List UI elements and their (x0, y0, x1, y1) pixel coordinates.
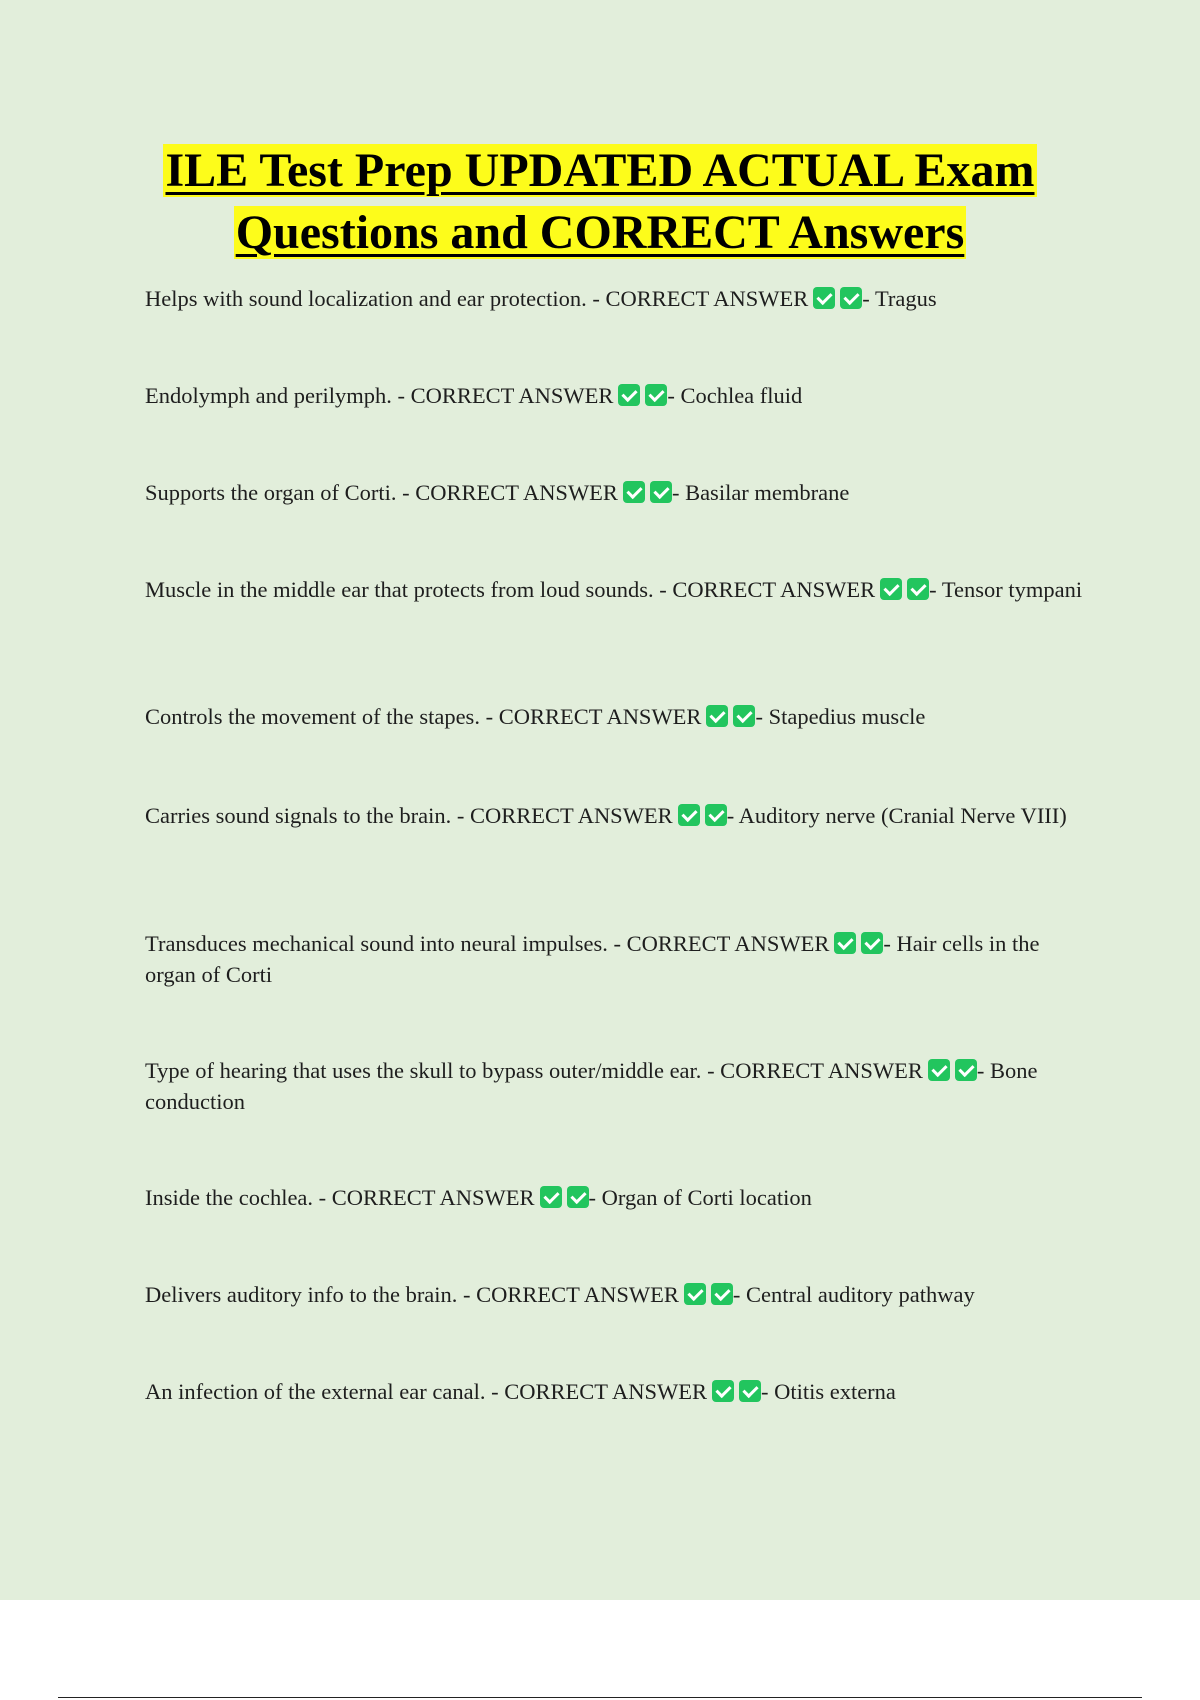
correct-answer-label: - CORRECT ANSWER (391, 383, 614, 408)
answer-dash: - (929, 577, 942, 602)
green-checkbox-icon (678, 804, 700, 826)
question-text: Controls the movement of the stapes. (145, 704, 480, 729)
question-text: Endolymph and perilymph. (145, 383, 392, 408)
answer-dash: - (760, 1379, 775, 1404)
green-checkbox-icon (645, 384, 667, 406)
answer-dash: - (976, 1058, 991, 1083)
green-checkbox-icon (705, 804, 727, 826)
qa-item (145, 283, 1095, 314)
question-text: Inside the cochlea. (145, 1185, 314, 1210)
qa-item (145, 380, 1095, 411)
qa-item (145, 1182, 1095, 1213)
question-text: Supports the organ of Corti. (145, 480, 397, 505)
footer-divider (58, 1697, 1142, 1698)
answer-text: Tragus (874, 286, 937, 311)
document-title (0, 140, 1200, 264)
qa-item (145, 1055, 1095, 1117)
qa-item (145, 1376, 1095, 1407)
qa-item (145, 574, 1095, 605)
question-text: An infection of the external ear canal. (145, 1379, 486, 1404)
question-text: Carries sound signals to the brain. (145, 803, 452, 828)
question-text: Transduces mechanical sound into neural impulses. (145, 931, 608, 956)
answer-text: Hair cells in the organ of Corti (145, 931, 1040, 987)
answer-dash: - (883, 931, 897, 956)
green-checkbox-icon (928, 1059, 950, 1081)
answer-text: Bone conduction (145, 1058, 1038, 1114)
answer-dash: - (667, 383, 681, 408)
green-checkbox-icon (618, 384, 640, 406)
correct-answer-label: - CORRECT ANSWER (457, 1282, 679, 1307)
green-checkbox-icon (623, 481, 645, 503)
correct-answer-label: - CORRECT ANSWER (586, 286, 809, 311)
green-checkbox-icon (880, 578, 902, 600)
green-checkbox-icon (540, 1186, 562, 1208)
answer-dash: - (732, 1282, 747, 1307)
answer-dash: - (588, 1185, 602, 1210)
green-checkbox-icon (907, 578, 929, 600)
answer-dash: - (862, 286, 875, 311)
green-checkbox-icon (861, 932, 883, 954)
qa-item (145, 701, 1095, 732)
correct-answer-label: - CORRECT ANSWER (313, 1185, 535, 1210)
answer-dash: - (755, 704, 769, 729)
green-checkbox-icon (711, 1283, 733, 1305)
answer-text: Otitis externa (774, 1379, 896, 1404)
green-checkbox-icon (684, 1283, 706, 1305)
correct-answer-label: - CORRECT ANSWER (607, 931, 830, 956)
qa-item (145, 1279, 1095, 1310)
answer-text: Organ of Corti location (601, 1185, 812, 1210)
green-checkbox-icon (650, 481, 672, 503)
green-checkbox-icon (955, 1059, 977, 1081)
answer-text: Auditory nerve (Cranial Nerve VIII) (738, 803, 1067, 828)
answer-text: Central auditory pathway (746, 1282, 975, 1307)
answer-text: Cochlea fluid (680, 383, 803, 408)
correct-answer-label: - CORRECT ANSWER (479, 704, 702, 729)
question-text: Delivers auditory info to the brain. (145, 1282, 458, 1307)
question-text: Muscle in the middle ear that protects from loud sounds. (145, 577, 654, 602)
green-checkbox-icon (813, 287, 835, 309)
green-checkbox-icon (840, 287, 862, 309)
green-checkbox-icon (739, 1380, 761, 1402)
answer-dash: - (671, 480, 686, 505)
correct-answer-label: - CORRECT ANSWER (451, 803, 673, 828)
green-checkbox-icon (706, 705, 728, 727)
qa-item (145, 477, 1095, 508)
answer-text: Tensor tympani (941, 577, 1083, 602)
answer-dash: - (726, 803, 739, 828)
correct-answer-label: - CORRECT ANSWER (701, 1058, 923, 1083)
green-checkbox-icon (733, 705, 755, 727)
correct-answer-label: - CORRECT ANSWER (653, 577, 876, 602)
qa-item (145, 800, 1095, 831)
title-line-2: Questions and CORRECT Answers (235, 206, 965, 259)
green-checkbox-icon (834, 932, 856, 954)
answer-text: Basilar membrane (685, 480, 850, 505)
answer-text: Stapedius muscle (768, 704, 926, 729)
question-text: Type of hearing that uses the skull to bypass outer/middle ear. (145, 1058, 702, 1083)
green-checkbox-icon (567, 1186, 589, 1208)
question-text: Helps with sound localization and ear protection. (145, 286, 587, 311)
green-checkbox-icon (712, 1380, 734, 1402)
correct-answer-label: - CORRECT ANSWER (396, 480, 618, 505)
correct-answer-label: - CORRECT ANSWER (485, 1379, 707, 1404)
qa-item (145, 928, 1095, 990)
title-line-1: ILE Test Prep UPDATED ACTUAL Exam (165, 144, 1035, 197)
